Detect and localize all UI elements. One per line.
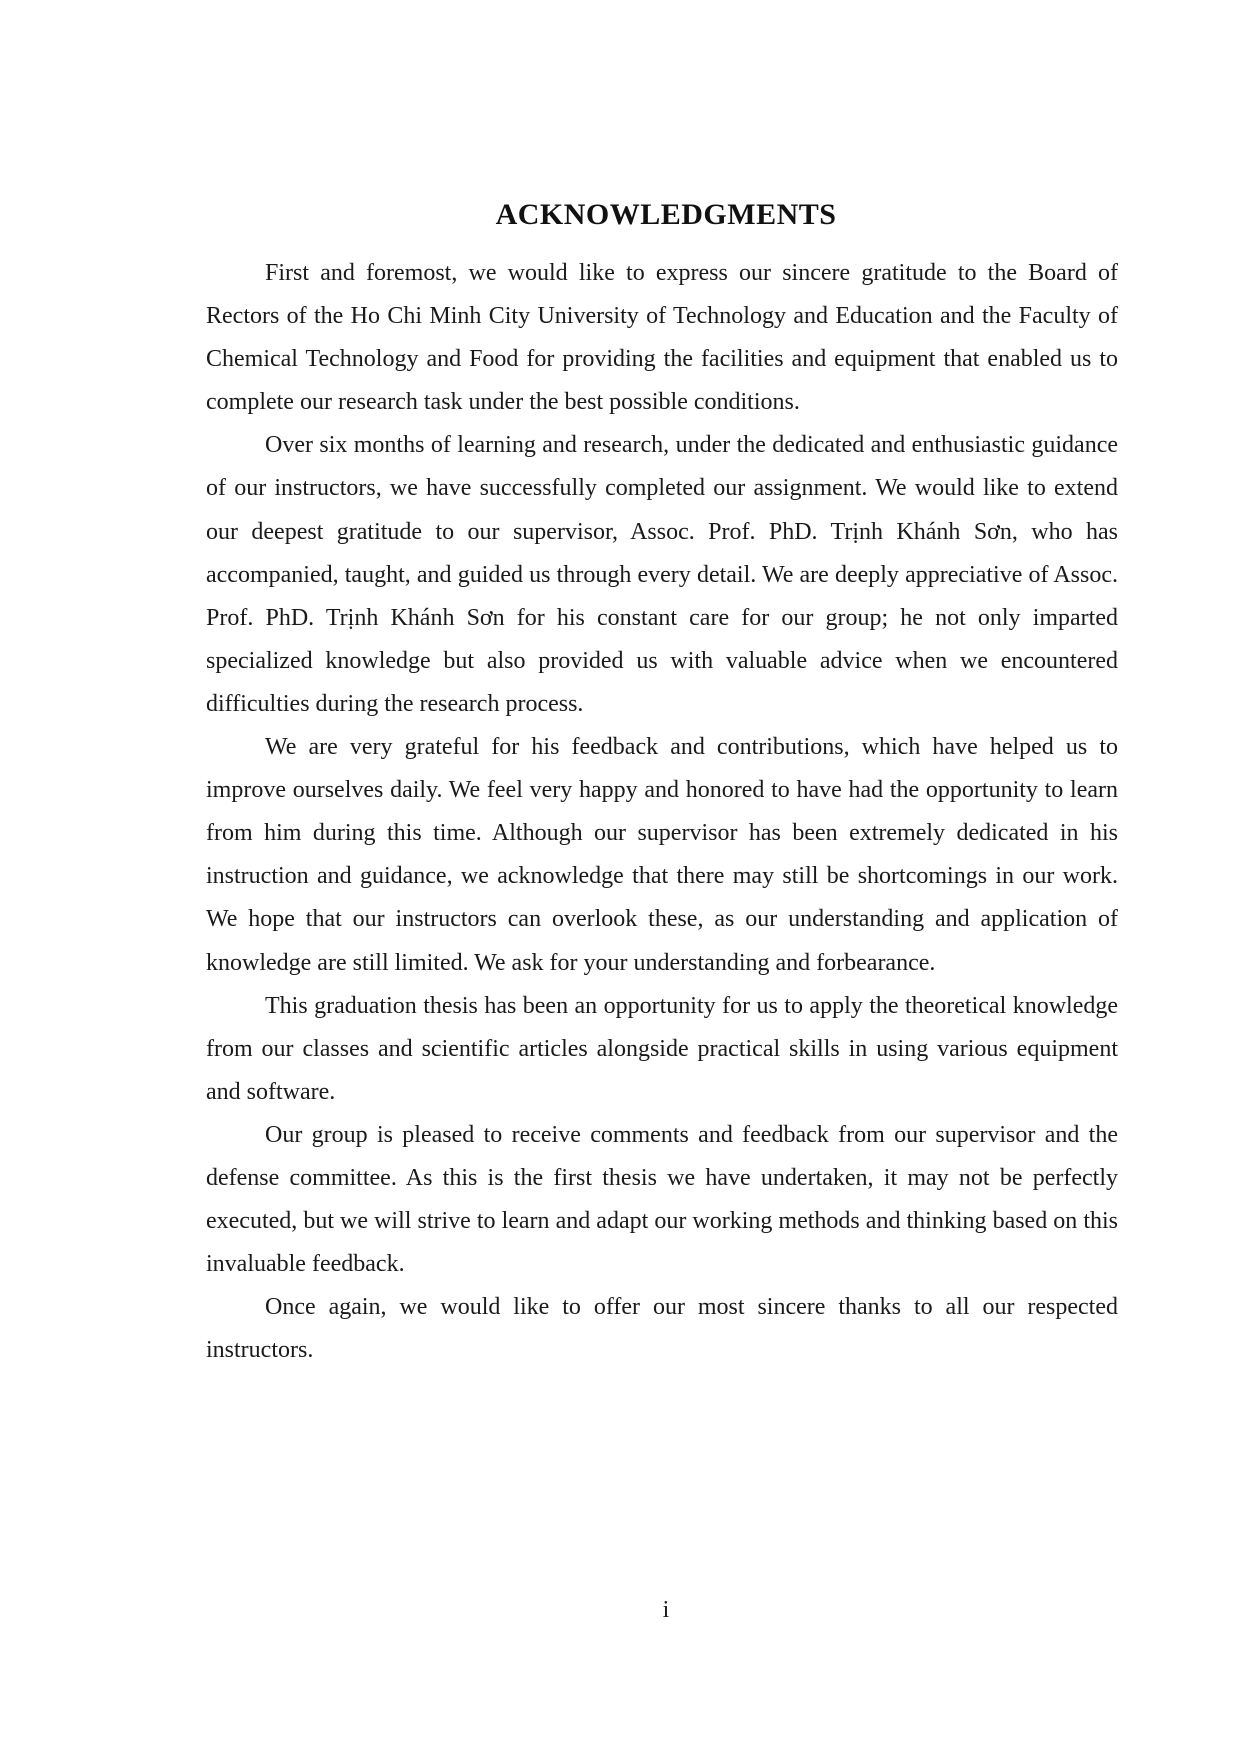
paragraph-committee-feedback: Our group is pleased to receive comments and feedback from our supervisor and the defense committee. As this is the first thesis we have undertaken, it may not be perfectly executed, but we will strive to learn and adapt our working methods and thinking based on this invaluable feedback.: [206, 1121, 1118, 1278]
paragraph-gratitude-board: First and foremost, we would like to express our sincere gratitude to the Board of Rectors of the Ho Chi Minh City University of Technology and Education and the Faculty of Chemical Technology and Food for providing the facilities and equipment that enabled us to complete our research task under the best possible conditions.: [206, 260, 1118, 416]
acknowledgments-body: [206, 252, 1118, 1372]
paragraph-thesis-opportunity: This graduation thesis has been an opportunity for us to apply the theoretical knowledge from our classes and scientific articles alongside practical skills in using various equipment and software.: [206, 992, 1118, 1105]
page-number: i: [662, 1597, 670, 1623]
paragraph-feedback-contributions: We are very grateful for his feedback and contributions, which have helped us to improve ourselves daily. We feel very happy and honored to have had the opportunity to learn from him during this time. Although our supervisor has been extremely dedicated in his instruction and guidance, we acknowledge that there may still be shortcomings in our work. We hope that our instructors can overlook these, as our understanding and application of knowledge are still limited. We ask for your understanding and forbearance.: [206, 734, 1118, 976]
paragraph-closing-thanks: Once again, we would like to offer our most sincere thanks to all our respected instructors.: [206, 1294, 1118, 1364]
paragraph-supervisor-guidance: Over six months of learning and research, under the dedicated and enthusiastic guidance of our instructors, we have successfully completed our assignment. We would like to extend our deepest gratitude to our supervisor, Assoc. Prof. PhD. Trịnh Khánh Sơn, who has accompanied, taught, and guided us through every detail. We are deeply appreciative of Assoc. Prof. PhD. Trịnh Khánh Sơn for his constant care for our group; he not only imparted specialized knowledge but also provided us with valuable advice when we encountered difficulties during the research process.: [206, 432, 1118, 717]
page-title: ACKNOWLEDGMENTS: [495, 198, 837, 231]
